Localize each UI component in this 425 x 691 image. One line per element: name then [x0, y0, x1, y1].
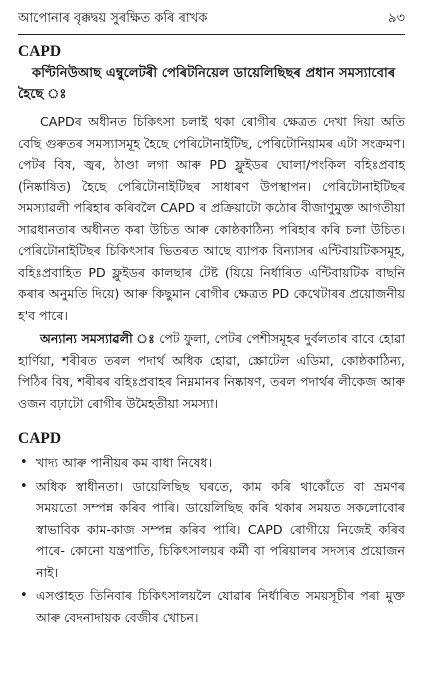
- list-item-text: এসপ্তাহত তিনিবাৰ চিকিৎসালয়লৈ যোৱাৰ নিৰ্ধাৰিত সময়সূচীৰ পৰা মুক্ত আৰু বেদনাদায়ক বেজীৰ খোচন।: [36, 588, 405, 625]
- section-title-capd-problems: CAPD: [18, 43, 62, 60]
- list-item-text: খাদ্য আৰু পানীয়ৰ কম বাধা নিষেধ।: [36, 455, 213, 470]
- benefits-list: [18, 452, 405, 628]
- page-number: ৯৩: [388, 11, 405, 26]
- page-header: [18, 9, 405, 30]
- list-item-text: অধিক স্বাধীনতা। ডায়েলিছিছ ঘৰতে, কাম কৰি থাকোঁতে বা ভ্ৰমণৰ সময়তো সম্পন্ন কৰিব পাৰি। ডায়েলিছিছ কৰি থকাৰ সময়ত সকলোবোৰ স্বাভাবিক কাম-কাজ সম্পন্ন কৰিব পাৰি। CAPD ৰোগীয়ে নিজেই কৰিব পাৰে- কোনো যন্ত্ৰপাতি, চিকিৎসালয়ৰ কৰ্মী বা পৰিয়ালৰ সদস্যৰ প্ৰয়োজন নাই।: [36, 478, 405, 580]
- list-item: [18, 476, 405, 584]
- list-item: [18, 585, 405, 628]
- paragraph-peritonitis: CAPDৰ অধীনত চিকিৎসা চলাই থকা ৰোগীৰ ক্ষেত্ৰত দেখা দিয়া অতি বেছি গুৰুতৰ সমস্যাসমূহ হৈছে পেৰিটোনাইটিছ, পেৰিটোনিয়ামৰ এটা সংক্ৰমণ। পেটৰ বিষ, জ্বৰ, ঠাণ্ডা লগা আৰু PD ফ্লুইডৰ ঘোলা/পংকিল বহিঃপ্ৰবাহ (নিষ্কাষিত) হৈছে পেৰিটোনাইটিছৰ সাধাৰণ উপস্থাপন। পেৰিটোনাইটিছৰ সমস্যাৱলী পৰিহাৰ কৰিবলৈ CAPD ৰ প্ৰক্ৰিয়াটো কঠোৰ বীজাণুমুক্ত আগতীয়া সাৱধানতাৰ অধীনত কৰা উচিত আৰু কোষ্ঠকাঠিন্য পৰিহাৰ কৰি চলা উচিত। পেৰিটোনাইটিছৰ চিকিৎসাৰ ভিতৰত আছে ব্যাপক বিন্যাসৰ এন্টিবায়টিকসমূহ, বহিঃপ্ৰবাহিত PD ফ্লুইডৰ কালছাৰ টেষ্ট (যিয়ে নিৰ্ধাৰিত এন্টিবায়টিক বাছনি কৰাৰ অনুমতি দিয়ে) আৰু কিছুমান ৰোগীৰ ক্ষেত্ৰত PD কেথেটাৰৰ প্ৰয়োজনীয় হ'ব পাৰে।: [18, 114, 405, 323]
- paragraph-other-problems: [18, 328, 405, 414]
- section-title-capd-benefits: CAPD: [18, 430, 62, 447]
- other-problems-lead: অন্যান্য সমস্যাৱলী ঃ: [40, 331, 156, 346]
- bullet-icon: •: [20, 455, 28, 470]
- bullet-icon: •: [20, 478, 28, 494]
- list-item: [18, 452, 405, 474]
- bullet-icon: •: [20, 588, 28, 603]
- section-subheading: কণ্টিনিউআছ এম্বুলেটৰী পেৰিটনিয়েল ডায়েলিছিছৰ প্ৰধান সমস্যাবোৰ হৈছে ঃ: [18, 66, 396, 102]
- running-title: আপোনাৰ বৃক্কদ্বয় সুৰক্ষিত কৰি ৰাখক: [18, 11, 208, 26]
- header-divider: [18, 34, 405, 35]
- other-problems-body: পেট ফুলা, পেটৰ পেশীসমূহৰ দুৰ্বলতাৰ বাবে হোৱা হাৰ্ণিয়া, শৰীৰত তৰল পদাৰ্থ অধিক হোৱা, স্ক্ৰোটেল এডিমা, কোষ্ঠকাঠিন্য, পিঠিৰ বিষ, শৰীৰৰ বহিঃপ্ৰবাহৰ নিম্নমানৰ নিষ্কাষণ, তৰল পদাৰ্থৰ লীকেজ আৰু ওজন বঢ়াটো ৰোগীৰ উমৈহতীয়া সমস্যা।: [18, 331, 405, 411]
